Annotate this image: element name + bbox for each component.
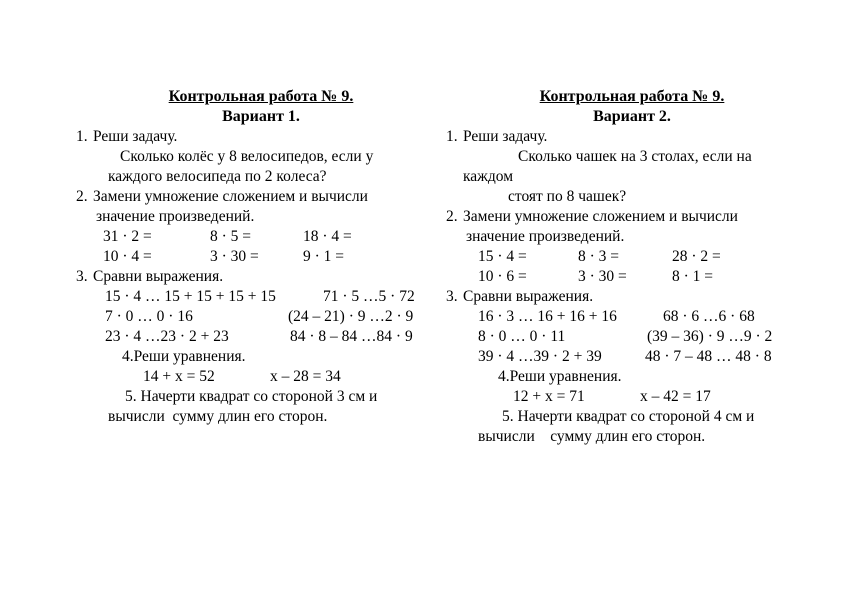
- comparison: 71 · 5 …5 · 72: [323, 288, 415, 305]
- comparison: 23 · 4 …23 · 2 + 23: [105, 328, 229, 345]
- variant1-title: [73, 87, 418, 107]
- variant2-task1-heading: [443, 127, 811, 147]
- equation: 14 + x = 52: [143, 368, 215, 385]
- variant2-task4-row: [443, 387, 811, 407]
- variant1-task2-row2: [73, 247, 418, 267]
- variant2-subtitle-text: Вариант 2.: [593, 108, 671, 125]
- variant2-subtitle: [443, 107, 811, 127]
- variant1-subtitle: [73, 107, 418, 127]
- equation: 12 + x = 71: [513, 388, 585, 405]
- variant1-task3-row2: [73, 307, 418, 327]
- variant2-task5-line2: вычисли сумму длин его сторон.: [478, 428, 706, 445]
- variant2-task3-row3: [443, 347, 811, 367]
- variant1-task2-row1: [73, 227, 418, 247]
- variant2-task3-number: 3.: [446, 288, 458, 305]
- equation: x – 42 = 17: [640, 388, 711, 405]
- expression: 8 · 1 =: [672, 268, 714, 285]
- variant1-task1-line1: Сколько колёс у 8 велосипедов, если у: [120, 148, 374, 165]
- variant2-task1-heading-text: Реши задачу.: [463, 128, 548, 145]
- variant1-task3-heading: [73, 267, 418, 287]
- variant1-task1-line2: каждого велосипеда по 2 колеса?: [108, 168, 327, 185]
- variant1-task4-row: [73, 367, 418, 387]
- variant2-task1-number: 1.: [446, 128, 458, 145]
- comparison: (24 – 21) · 9 …2 · 9: [288, 308, 414, 325]
- comparison: 68 · 6 …6 · 68: [663, 308, 755, 325]
- variant1-task3-heading-text: Сравни выражения.: [93, 268, 224, 285]
- variant1-task4-heading: 4.Реши уравнения.: [122, 348, 246, 365]
- variant1-task1-heading-text: Реши задачу.: [93, 128, 178, 145]
- variant2-task1-line2: каждом: [463, 168, 514, 185]
- variant2-title: [443, 87, 811, 107]
- variant2-task1-line1: Сколько чашек на 3 столах, если на: [518, 148, 752, 165]
- variant2-task2-number: 2.: [446, 208, 458, 225]
- variant2-task3-heading-text: Сравни выражения.: [463, 288, 594, 305]
- expression: 8 · 3 =: [578, 248, 620, 265]
- variant2-task1-line3: стоят по 8 чашек?: [508, 188, 627, 205]
- variant1-task3-row1: [73, 287, 418, 307]
- variant1-column: [73, 87, 418, 427]
- comparison: 7 · 0 … 0 · 16: [105, 308, 193, 325]
- variant1-task1-heading: [73, 127, 418, 147]
- comparison: 39 · 4 …39 · 2 + 39: [478, 348, 602, 365]
- expression: 10 · 6 =: [478, 268, 527, 285]
- variant2-task3-heading: [443, 287, 811, 307]
- variant2-title-text: Контрольная работа № 9.: [539, 88, 725, 105]
- comparison: 8 · 0 … 0 · 11: [478, 328, 566, 345]
- comparison: (39 – 36) · 9 …9 · 2: [647, 328, 773, 345]
- equation: x – 28 = 34: [270, 368, 341, 385]
- variant2-task3-row1: [443, 307, 811, 327]
- expression: 10 · 4 =: [103, 248, 152, 265]
- variant2-task2-heading2: значение произведений.: [466, 228, 625, 245]
- expression: 8 · 5 =: [210, 228, 252, 245]
- variant1-task2-heading2: значение произведений.: [96, 208, 255, 225]
- expression: 15 · 4 =: [478, 248, 527, 265]
- variant2-task2-row1: [443, 247, 811, 267]
- expression: 9 · 1 =: [303, 248, 345, 265]
- variant2-task5-line1: 5. Начерти квадрат со стороной 4 см и: [502, 408, 755, 425]
- comparison: 84 · 8 – 84 …84 · 9: [290, 328, 413, 345]
- variant1-subtitle-text: Вариант 1.: [222, 108, 300, 125]
- variant1-title-text: Контрольная работа № 9.: [168, 88, 354, 105]
- variant2-task4-heading: 4.Реши уравнения.: [498, 368, 622, 385]
- variant1-task3-number: 3.: [76, 268, 88, 285]
- expression: 3 · 30 =: [210, 248, 259, 265]
- variant2-task2-heading: [443, 207, 811, 227]
- variant1-task5-line2: вычисли сумму длин его сторон.: [108, 408, 328, 425]
- expression: 3 · 30 =: [578, 268, 627, 285]
- comparison: 15 · 4 … 15 + 15 + 15 + 15: [105, 288, 276, 305]
- variant1-task2-heading: [73, 187, 418, 207]
- variant2-task2-heading-text: Замени умножение сложением и вычисли: [463, 208, 738, 225]
- variant1-task1-number: 1.: [76, 128, 88, 145]
- variant1-task2-number: 2.: [76, 188, 88, 205]
- comparison: 16 · 3 … 16 + 16 + 16: [478, 308, 617, 325]
- comparison: 48 · 7 – 48 … 48 · 8: [645, 348, 772, 365]
- expression: 28 · 2 =: [672, 248, 721, 265]
- variant2-task3-row2: [443, 327, 811, 347]
- expression: 18 · 4 =: [303, 228, 352, 245]
- variant1-task3-row3: [73, 327, 418, 347]
- expression: 31 · 2 =: [103, 228, 152, 245]
- variant2-column: [443, 87, 811, 447]
- variant1-task2-heading-text: Замени умножение сложением и вычисли: [93, 188, 368, 205]
- variant2-task2-row2: [443, 267, 811, 287]
- variant1-task5-line1: 5. Начерти квадрат со стороной 3 см и: [125, 388, 378, 405]
